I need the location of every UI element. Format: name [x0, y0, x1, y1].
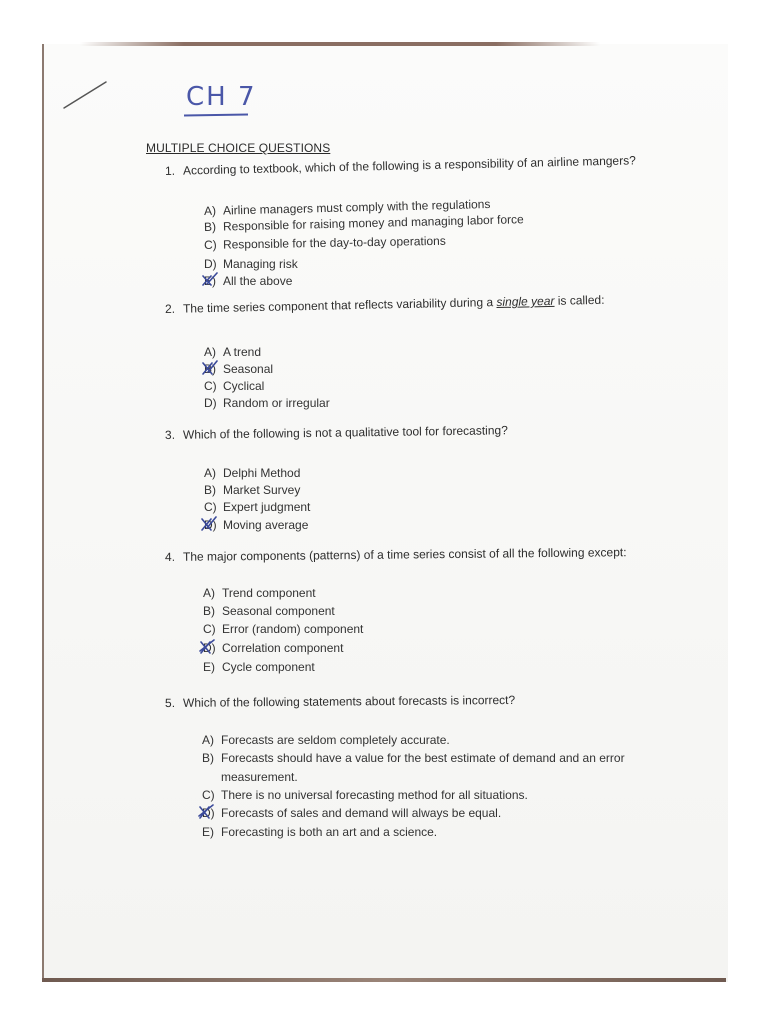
q5-option-e: E) Forecasting is both an art and a science.: [202, 825, 438, 839]
chapter-label: CH 7: [186, 82, 257, 112]
question-number: 1.: [164, 163, 176, 178]
answer-check-mark-icon: [197, 804, 215, 820]
paper-bottom-edge: [42, 978, 726, 982]
q5-option-c: C) There is no universal forecasting method for all situations.: [202, 788, 528, 802]
q4-option-b: B) Seasonal component: [203, 604, 335, 618]
emphasized-term: single year: [496, 293, 555, 310]
question-2: 2. The time series component that reflects variability during a single year is called:: [164, 292, 605, 316]
question-number: 4.: [164, 549, 176, 564]
q3-option-b: B) Market Survey: [204, 483, 301, 497]
q1-option-b: B) Responsible for raising money and managing labor force: [203, 212, 524, 234]
q5-option-b-continued: measurement.: [221, 770, 298, 784]
q3-option-d: D) Moving average: [204, 518, 309, 532]
q3-option-c: C) Expert judgment: [204, 500, 311, 514]
q4-option-d: D) Correlation component: [203, 641, 344, 655]
q1-option-e: E) All the above: [204, 274, 293, 288]
q1-option-c: C) Responsible for the day-to-day operations: [203, 233, 446, 252]
question-number: 5.: [164, 695, 176, 710]
q2-option-a: A) A trend: [204, 345, 262, 359]
answer-check-mark-icon: [201, 272, 219, 288]
q2-option-d: D) Random or irregular: [204, 396, 330, 410]
section-heading: MULTIPLE CHOICE QUESTIONS: [146, 141, 331, 155]
question-text: Which of the following is not a qualitative tool for forecasting?: [182, 423, 508, 442]
question-text: According to textbook, which of the following is a responsibility of an airline mangers?: [182, 153, 636, 178]
answer-check-mark-icon: [200, 516, 218, 532]
question-number: 3.: [164, 427, 176, 442]
q1-option-d: D) Managing risk: [204, 257, 298, 271]
q4-option-c: C) Error (random) component: [203, 622, 364, 636]
q4-option-a: A) Trend component: [203, 586, 316, 600]
question-number: 2.: [164, 301, 176, 316]
paper-top-edge: [80, 42, 600, 46]
handwritten-slash-mark: [62, 80, 108, 110]
q4-option-e: E) Cycle component: [203, 660, 315, 674]
q5-option-a: A) Forecasts are seldom completely accurate.: [202, 733, 450, 747]
q2-option-b: B) Seasonal: [204, 362, 274, 376]
paper-sheet: [42, 44, 728, 982]
q5-option-b: B) Forecasts should have a value for the best estimate of demand and an error: [202, 751, 625, 765]
q2-option-c: C) Cyclical: [204, 379, 265, 393]
answer-check-mark-icon: [201, 360, 219, 376]
q3-option-a: A) Delphi Method: [204, 466, 301, 480]
question-text: The major components (patterns) of a time series consist of all the following except:: [182, 545, 627, 564]
q5-option-d: D) Forecasts of sales and demand will always be equal.: [202, 806, 502, 820]
answer-check-mark-icon: [198, 639, 216, 655]
q1-option-a: A) Airline managers must comply with the regulations: [203, 197, 491, 218]
question-text: Which of the following statements about forecasts is incorrect?: [182, 692, 516, 710]
